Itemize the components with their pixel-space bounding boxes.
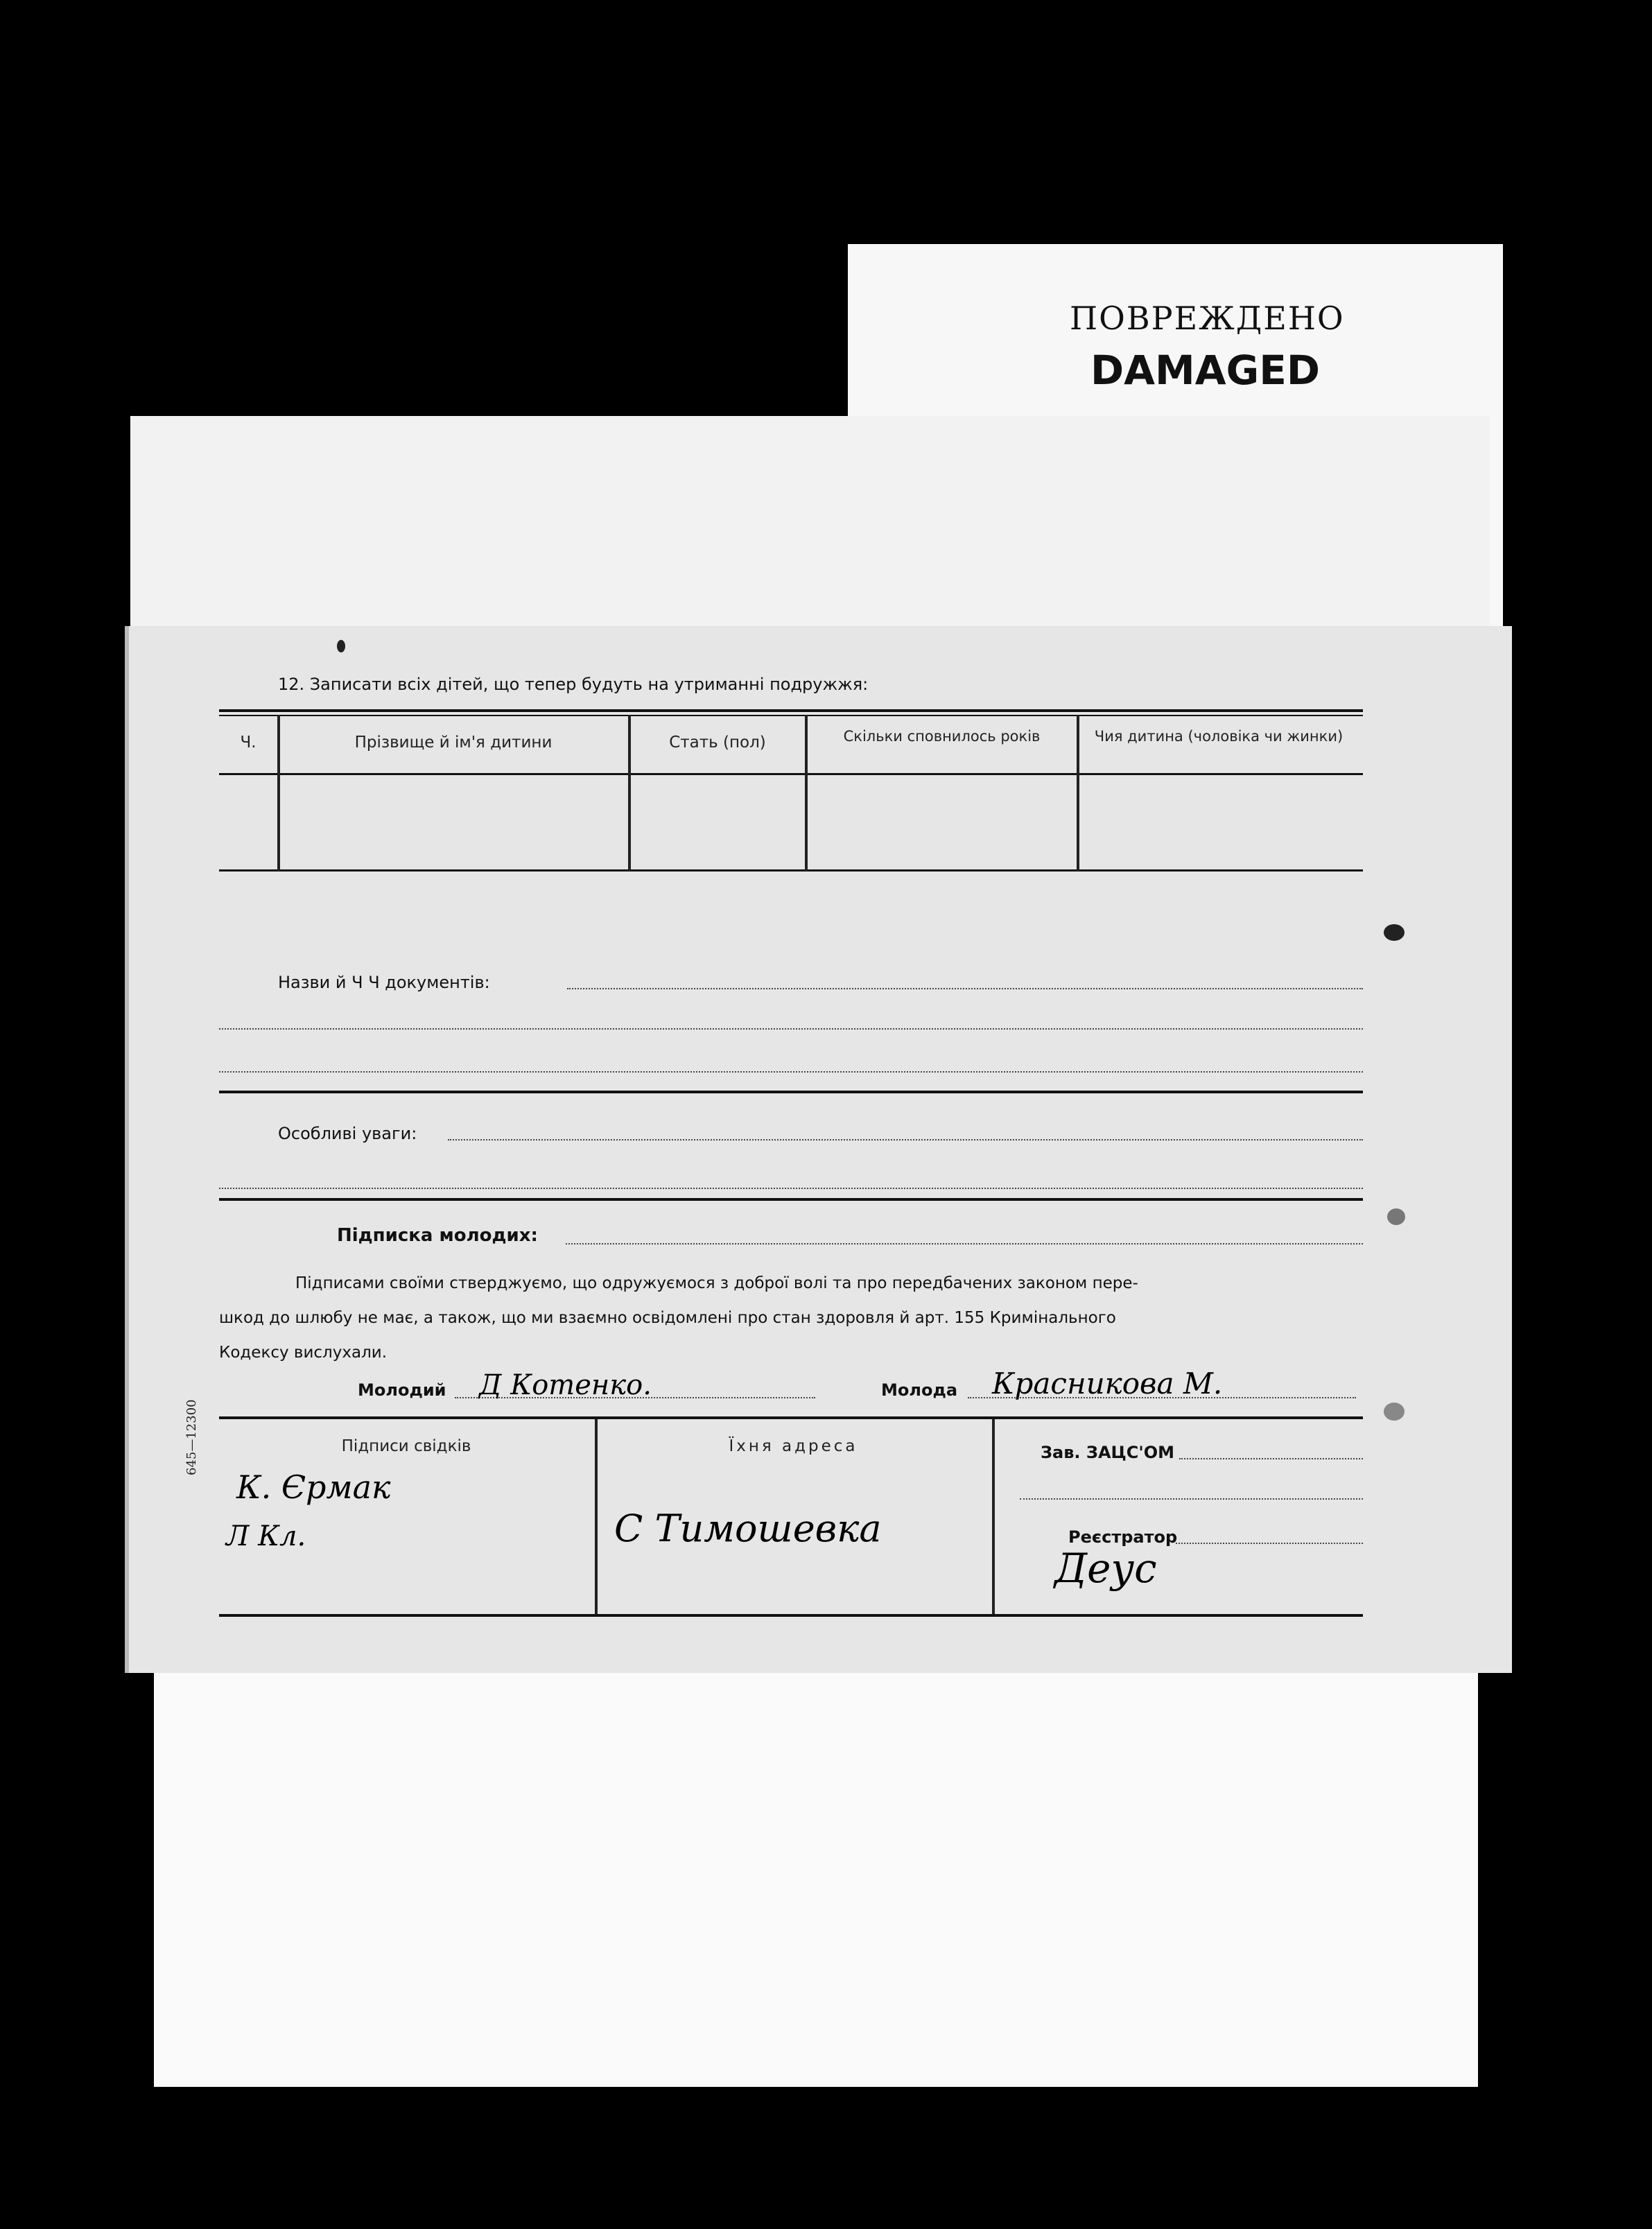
registrar-label: Реєстратор bbox=[1068, 1527, 1178, 1547]
column-divider bbox=[805, 715, 808, 871]
column-header-sex: Стать (пол) bbox=[669, 734, 766, 752]
witness-signatures-header: Підписи свідків bbox=[341, 1437, 471, 1455]
documents-dotted-line bbox=[219, 1071, 1363, 1073]
pledge-text-line-2: шкод до шлюбу не має, а також, що ми взаємно освідомлені про стан здоровля й арт. 155 Кримінального bbox=[219, 1309, 1116, 1327]
punch-hole bbox=[1387, 1208, 1405, 1225]
ink-spot bbox=[337, 640, 345, 652]
column-header-number: Ч. bbox=[240, 734, 257, 752]
registrar-dotted-line bbox=[1176, 1543, 1363, 1544]
pledge-dotted-line bbox=[566, 1243, 1363, 1244]
office-head-label: Зав. ЗАЦС'ОМ bbox=[1041, 1443, 1175, 1462]
pledge-text-line-3: Кодексу вислухали. bbox=[219, 1344, 388, 1362]
punch-hole bbox=[1384, 924, 1405, 941]
table-bottom-rule bbox=[219, 869, 1363, 871]
section-rule bbox=[219, 1091, 1363, 1093]
section-rule bbox=[219, 1198, 1363, 1201]
office-dotted-line bbox=[1020, 1498, 1363, 1500]
print-code: 645—12300 bbox=[184, 1399, 199, 1475]
damaged-label-en: DAMAGED bbox=[1090, 347, 1321, 394]
bottom-page bbox=[154, 1636, 1478, 2087]
damaged-label-ru: ПОВРЕЖДЕНО bbox=[1070, 300, 1345, 337]
section-rule bbox=[219, 1416, 1363, 1419]
pledge-text-line-1: Підписами своїми стверджуємо, що одружуємося з доброї волі та про передбачених законом пере- bbox=[295, 1274, 1138, 1292]
witness-signature-1: К. Єрмак bbox=[236, 1468, 391, 1506]
column-divider bbox=[992, 1419, 995, 1615]
documents-dotted-line bbox=[567, 988, 1363, 989]
witness-address: С Тимошевка bbox=[614, 1507, 882, 1550]
notes-dotted-line bbox=[448, 1139, 1363, 1140]
section-rule bbox=[219, 1614, 1363, 1617]
column-header-whose-child: Чия дитина (чоловіка чи жинки) bbox=[1094, 728, 1344, 745]
table-top-rule bbox=[219, 715, 1363, 716]
table-top-rule bbox=[219, 709, 1363, 712]
notes-label: Особливі уваги: bbox=[278, 1124, 417, 1143]
documents-dotted-line bbox=[219, 1028, 1363, 1030]
bride-signature: Красникова М. bbox=[992, 1367, 1223, 1400]
column-divider bbox=[1077, 715, 1079, 871]
table-header-rule bbox=[219, 773, 1363, 775]
marriage-record-form bbox=[125, 626, 1512, 1673]
groom-label: Молодий bbox=[358, 1380, 446, 1400]
registrar-signature: Деус bbox=[1054, 1545, 1157, 1592]
punch-hole bbox=[1384, 1403, 1405, 1421]
pledge-title: Підписка молодих: bbox=[337, 1225, 538, 1246]
column-header-name: Прізвище й ім'я дитини bbox=[354, 734, 553, 752]
bride-label: Молода bbox=[881, 1380, 958, 1400]
office-head-dotted-line bbox=[1179, 1458, 1363, 1459]
witness-address-header: Їхня адреса bbox=[729, 1437, 858, 1455]
column-header-age: Скільки сповнилось років bbox=[843, 728, 1041, 745]
documents-label: Назви й Ч Ч документів: bbox=[278, 973, 490, 992]
children-section-title: 12. Записати всіх дітей, що тепер будуть на утриманні подружжя: bbox=[278, 675, 869, 694]
witness-signature-2: Л Кл. bbox=[226, 1520, 306, 1552]
groom-signature: Д Котенко. bbox=[479, 1369, 652, 1401]
notes-dotted-line bbox=[219, 1188, 1363, 1189]
